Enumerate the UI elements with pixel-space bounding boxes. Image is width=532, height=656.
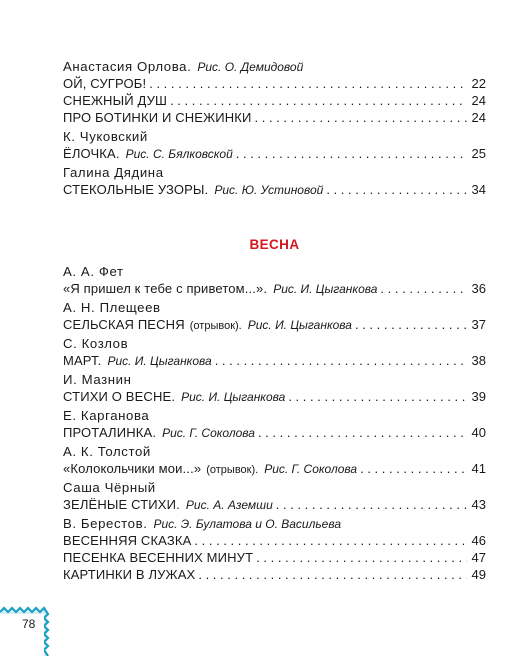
illustrator-credit: Рис. Э. Булатова и О. Васильева — [153, 517, 342, 531]
entry-title: ПРОТАЛИНКА. — [63, 425, 157, 440]
toc-entry[interactable] — [63, 460, 486, 477]
dot-leader — [380, 280, 467, 297]
dot-leader — [276, 496, 467, 513]
toc-entry[interactable] — [63, 549, 486, 566]
entry-title: «Колокольчики мои...» — [63, 461, 202, 476]
entry-title: ОЙ, СУГРОБ! — [63, 76, 147, 91]
author-line — [63, 58, 486, 75]
entry-page: 22 — [471, 76, 486, 91]
toc-entry[interactable] — [63, 388, 486, 405]
illustrator-credit: Рис. С. Бялковской — [125, 147, 233, 161]
author-name: Саша Чёрный — [63, 480, 156, 495]
illustrator-credit: Рис. И. Цыганкова — [181, 390, 286, 404]
entry-page: 47 — [471, 550, 486, 565]
illustrator-credit: Рис. И. Цыганкова — [273, 282, 378, 296]
author-line — [63, 263, 486, 280]
author-line — [63, 299, 486, 316]
dot-leader — [326, 181, 467, 198]
author-name: Галина Дядина — [63, 165, 164, 180]
entry-page: 24 — [471, 93, 486, 108]
entry-title: ЗЕЛЁНЫЕ СТИХИ. — [63, 497, 180, 512]
toc-entry[interactable] — [63, 280, 486, 297]
entry-page: 37 — [471, 317, 486, 332]
toc-entry[interactable] — [63, 424, 486, 441]
toc-entry[interactable] — [63, 316, 486, 333]
toc-entry[interactable] — [63, 352, 486, 369]
table-of-contents — [63, 58, 486, 583]
dot-leader — [255, 109, 467, 126]
entry-page: 39 — [471, 389, 486, 404]
section-heading-spring: ВЕСНА — [249, 237, 300, 252]
dot-leader — [256, 549, 467, 566]
author-line — [63, 443, 486, 460]
toc-entry[interactable] — [63, 145, 486, 162]
author-line — [63, 407, 486, 424]
toc-entry[interactable] — [63, 75, 486, 92]
dot-leader — [215, 352, 467, 369]
author-name: А. К. Толстой — [63, 444, 151, 459]
entry-title: СТЕКОЛЬНЫЕ УЗОРЫ. — [63, 182, 209, 197]
entry-page: 25 — [471, 146, 486, 161]
illustrator-credit: Рис. И. Цыганкова — [247, 318, 352, 332]
author-line — [63, 479, 486, 496]
dot-leader — [355, 316, 467, 333]
dot-leader — [149, 75, 467, 92]
entry-page: 34 — [471, 182, 486, 197]
entry-title: ПРО БОТИНКИ И СНЕЖИНКИ — [63, 110, 252, 125]
dot-leader — [236, 145, 467, 162]
entry-title: ПЕСЕНКА ВЕСЕННИХ МИНУТ — [63, 550, 254, 565]
entry-page: 46 — [471, 533, 486, 548]
illustrator-credit: Рис. Г. Соколова — [264, 462, 358, 476]
entry-note: (отрывок). — [206, 464, 259, 476]
author-name: И. Мазнин — [63, 372, 132, 387]
entry-title: МАРТ. — [63, 353, 102, 368]
entry-title: СНЕЖНЫЙ ДУШ — [63, 93, 168, 108]
entry-title: ВЕСЕННЯЯ СКАЗКА — [63, 533, 192, 548]
author-name: В. Берестов. — [63, 516, 148, 531]
illustrator-credit: Рис. О. Демидовой — [197, 60, 304, 74]
entry-page: 24 — [471, 110, 486, 125]
illustrator-credit: Рис. Г. Соколова — [162, 426, 255, 440]
author-line — [63, 335, 486, 352]
dot-leader — [170, 92, 467, 109]
illustrator-credit: Рис. И. Цыганкова — [107, 354, 212, 368]
entry-page: 41 — [471, 461, 486, 476]
dot-leader — [258, 424, 467, 441]
entry-page: 40 — [471, 425, 486, 440]
author-name: С. Козлов — [63, 336, 129, 351]
entry-page: 43 — [471, 497, 486, 512]
illustrator-credit: Рис. Ю. Устиновой — [214, 183, 324, 197]
entry-page: 36 — [471, 281, 486, 296]
toc-entry[interactable] — [63, 532, 486, 549]
author-name: А. А. Фет — [63, 264, 124, 279]
author-name: А. Н. Плещеев — [63, 300, 161, 315]
entry-title: СЕЛЬСКАЯ ПЕСНЯ — [63, 317, 185, 332]
entry-title: ЁЛОЧКА. — [63, 146, 120, 161]
entry-page: 49 — [471, 567, 486, 582]
illustrator-credit: Рис. А. Аземши — [185, 498, 273, 512]
page-number: 78 — [22, 617, 36, 631]
dot-leader — [194, 532, 467, 549]
entry-title: «Я пришел к тебе с приветом...». — [63, 281, 268, 296]
toc-entry[interactable] — [63, 181, 486, 198]
dot-leader — [288, 388, 467, 405]
toc-entry[interactable] — [63, 496, 486, 513]
author-line — [63, 164, 486, 181]
dot-leader — [198, 566, 467, 583]
entry-note: (отрывок). — [189, 320, 242, 332]
author-name: Е. Карганова — [63, 408, 150, 423]
author-name: К. Чуковский — [63, 129, 148, 144]
toc-entry[interactable] — [63, 92, 486, 109]
dot-leader — [360, 460, 467, 477]
author-line — [63, 515, 486, 532]
toc-entry[interactable] — [63, 566, 486, 583]
entry-title: КАРТИНКИ В ЛУЖАХ — [63, 567, 196, 582]
author-line — [63, 128, 486, 145]
author-name: Анастасия Орлова. — [63, 59, 192, 74]
entry-page: 38 — [471, 353, 486, 368]
toc-entry[interactable] — [63, 109, 486, 126]
author-line — [63, 371, 486, 388]
entry-title: СТИХИ О ВЕСНЕ. — [63, 389, 176, 404]
